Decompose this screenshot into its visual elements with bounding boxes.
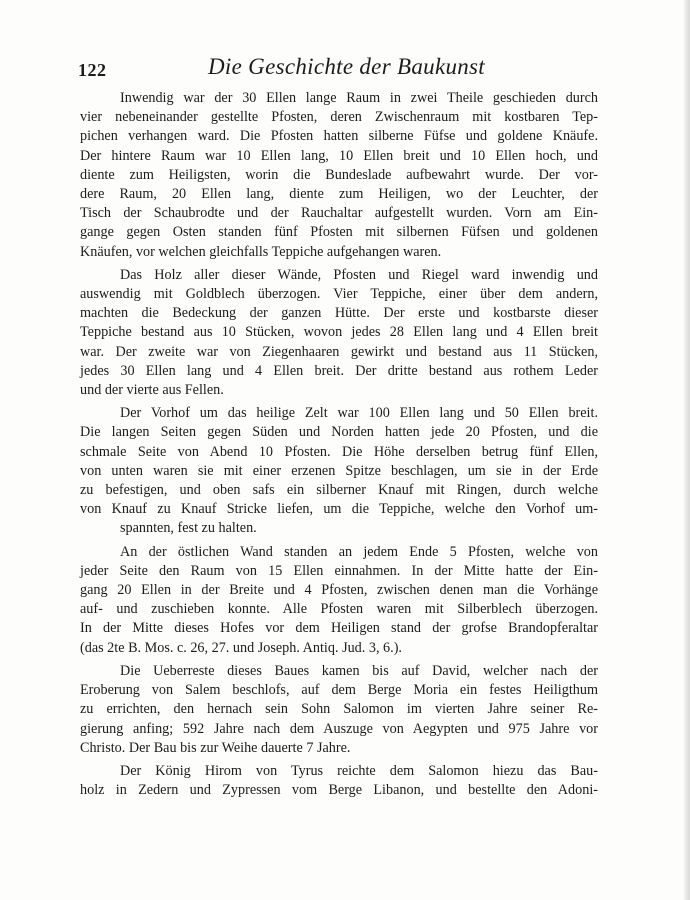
text-line: gierung anfing; 592 Jahre nach dem Auszuge von Aegypten und 975 Jahre vor [80,720,598,737]
scan-edge-shadow [684,0,690,900]
text-line: Die Ueberreste dieses Baues kamen bis auf David, welcher nach der [120,662,598,679]
text-line: Das Holz aller dieser Wände, Pfosten und Riegel ward inwendig und [120,266,598,283]
text-line: Die langen Seiten gegen Süden und Norden hatten jede 20 Pfosten, und die [80,424,598,441]
paragraph-2 [80,266,598,400]
text-line: Eroberung von Salem beschlofs, auf dem Berge Moria ein festes Heiligthum [80,682,598,699]
paragraph-5 [80,662,598,758]
text-line: jeder Seite den Raum von 15 Ellen einnahmen. In der Mitte hatte der Ein- [80,562,598,579]
text-line: Tisch der Schaubrodte und der Rauchaltar aufgestellt wurden. Vorn am Ein- [80,205,598,222]
text-line: dere Raum, 20 Ellen lang, diente zum Heiligen, wo der Leuchter, der [80,186,598,203]
text-line: pichen verhangen ward. Die Pfosten hatten silberne Füfse und goldene Knäufe. [80,128,598,145]
paragraph-6 [80,762,598,800]
text-line: gange gegen Osten standen fünf Pfosten mit silbernen Füfsen und goldenen [80,224,598,241]
text-line: Teppiche bestand aus 10 Stücken, wovon jedes 28 Ellen lang und 4 Ellen breit [80,324,598,341]
text-line: An der östlichen Wand standen an jedem Ende 5 Pfosten, welche von [120,543,598,560]
text-line: zu errichten, den hernach sein Sohn Salomon im vierten Jahre seiner Re- [80,701,598,718]
paragraph-4 [80,543,598,658]
paragraph-1 [80,89,598,262]
text-line: von Knauf zu Knauf Stricke liefen, um die Teppiche, welche den Vorhof um- [80,501,598,518]
text-line: diente zum Heiligsten, worin die Bundeslade aufbewahrt wurde. Der vor- [80,166,598,183]
text-line: Der Vorhof um das heilige Zelt war 100 Ellen lang und 50 Ellen breit. [120,405,598,422]
text-line: gang 20 Ellen in der Breite und 4 Pfosten, zwischen denen man die Vorhänge [80,582,598,599]
text-line: holz in Zedern und Zypressen vom Berge Libanon, und bestellte den Adoni- [80,782,598,799]
text-line: zu befestigen, und oben safs ein silberner Knauf mit Ringen, durch welche [80,482,598,499]
text-line: war. Der zweite war von Ziegenhaaren gewirkt und bestand aus 11 Stücken, [80,343,598,360]
text-line: auf- und zuschieben konnte. Alle Pfosten waren mit Silberblech überzogen. [80,601,598,618]
text-line: machten die Bedeckung der ganzen Hütte. Der erste und kostbarste dieser [80,305,598,322]
text-line: Der König Hirom von Tyrus reichte dem Salomon hiezu das Bau- [120,762,598,779]
text-line: spannten, fest zu halten. [120,520,257,537]
text-line: auswendig mit Goldblech überzogen. Vier Teppiche, einer über dem andern, [80,286,598,303]
text-line: und der vierte aus Fellen. [80,382,224,399]
text-line: Inwendig war der 30 Ellen lange Raum in zwei Theile geschieden durch [120,90,598,106]
text-line: (das 2te B. Mos. c. 26, 27. und Joseph. Antiq. Jud. 3, 6.). [80,639,402,656]
text-line: In der Mitte dieses Hofes vor dem Heiligen stand der grofse Brandopferaltar [80,620,598,637]
text-line: von unten waren sie mit einer erzenen Spitze beschlagen, um sie in der Erde [80,462,598,479]
page-header [78,54,598,84]
page-number: 122 [78,60,107,80]
text-line: jedes 30 Ellen lang und 4 Ellen breit. Der dritte bestand aus rothem Leder [80,362,598,379]
running-title: Die Geschichte der Baukunst [208,54,485,79]
text-line: Der hintere Raum war 10 Ellen lang, 10 Ellen breit und 10 Ellen hoch, und [80,147,598,164]
text-line: vier nebeneinander gestellte Pfosten, deren Zwischenraum mit kostbaren Tep- [80,109,598,126]
text-line: Knäufen, vor welchen gleichfalls Teppiche aufgehangen waren. [80,243,442,260]
body-text [80,89,598,800]
paragraph-3 [80,404,598,538]
text-line: schmale Seite von Abend 10 Pfosten. Die Höhe derselben betrug fünf Ellen, [80,443,598,460]
text-line: Christo. Der Bau bis zur Weihe dauerte 7 Jahre. [80,739,351,756]
